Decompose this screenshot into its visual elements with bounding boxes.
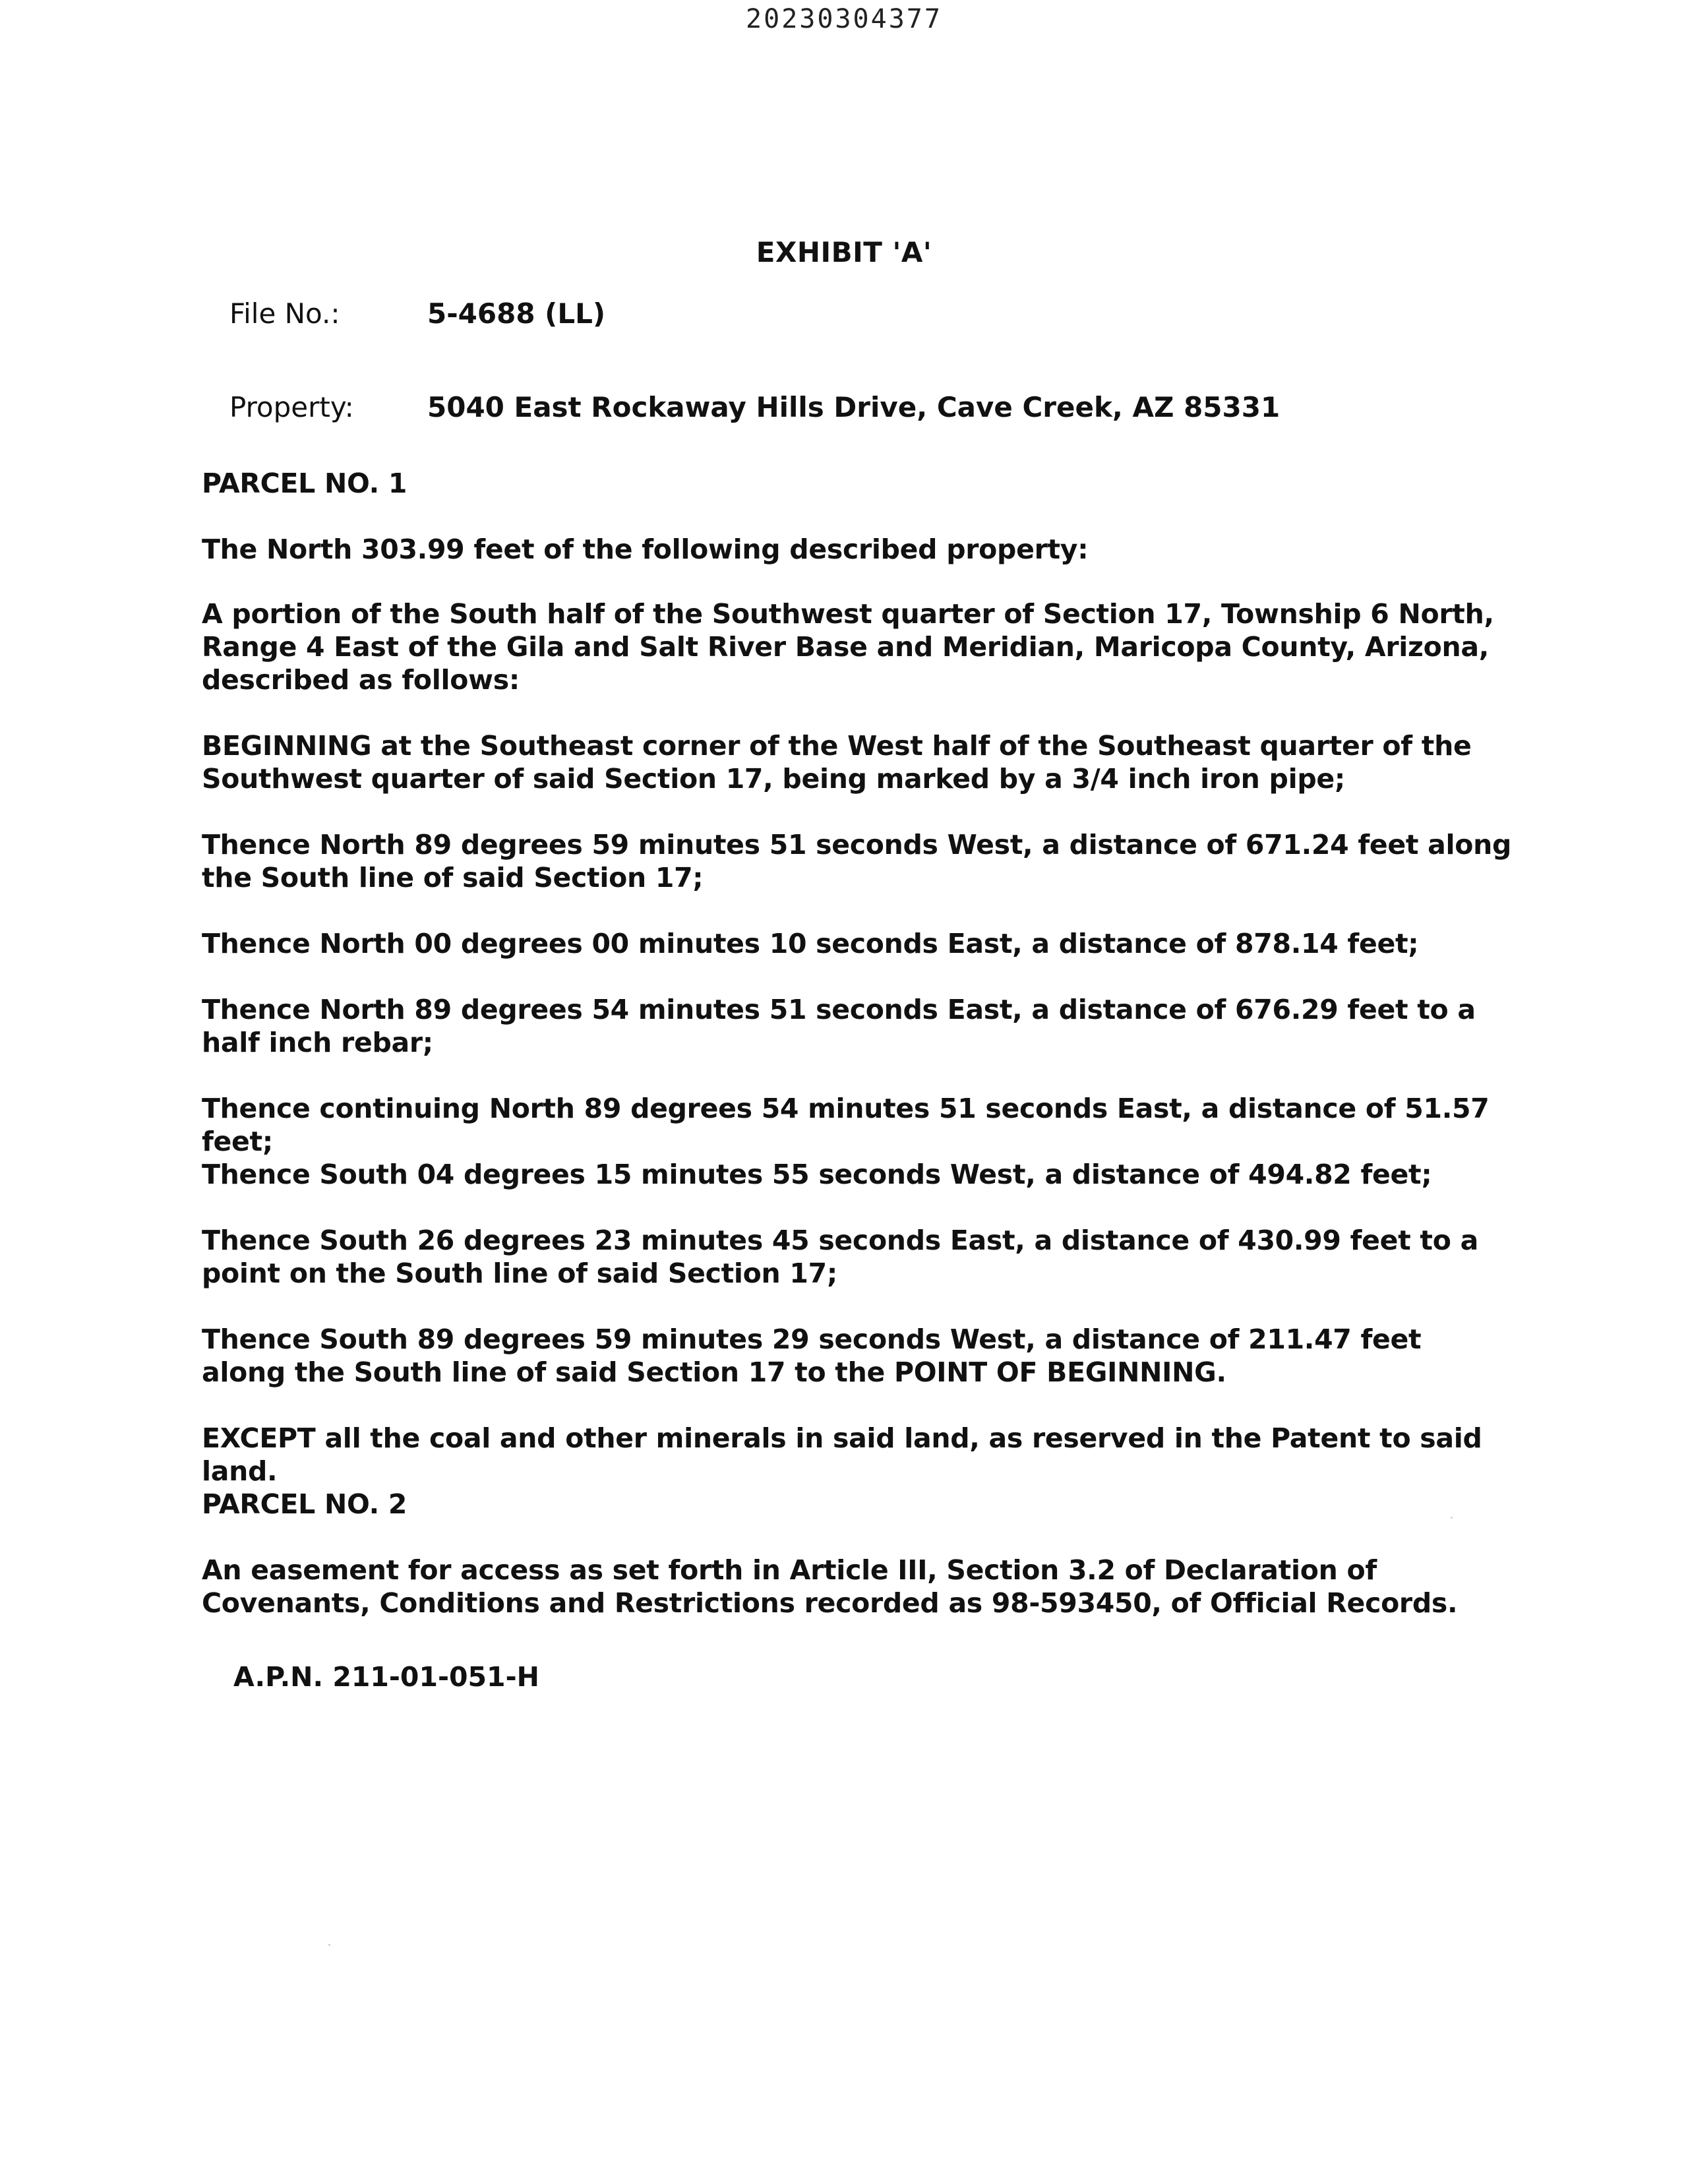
- parcel-1-paragraph: Thence South 04 degrees 15 minutes 55 seconds West, a distance of 494.82 feet;: [202, 1159, 1432, 1190]
- parcel-1-paragraph: Thence continuing North 89 degrees 54 minutes 51 seconds East, a distance of 51.57 feet;: [202, 1093, 1490, 1157]
- recording-number: 20230304377: [746, 4, 942, 34]
- parcel-1-heading: PARCEL NO. 1: [202, 468, 407, 499]
- file-number-label: File No.:: [229, 297, 340, 330]
- scan-speck: [1451, 1517, 1453, 1519]
- parcel-1-paragraph: Thence South 89 degrees 59 minutes 29 seconds West, a distance of 211.47 feet along the South line of said Section 17 to the POINT OF BEGINNING.: [202, 1323, 1422, 1388]
- exhibit-title: EXHIBIT 'A': [756, 236, 932, 268]
- property-address: 5040 East Rockaway Hills Drive, Cave Creek, AZ 85331: [427, 391, 1281, 423]
- apn-number: A.P.N. 211-01-051-H: [233, 1661, 539, 1693]
- parcel-1-paragraph: Thence South 26 degrees 23 minutes 45 seconds East, a distance of 430.99 feet to a point on the South line of said Section 17;: [202, 1225, 1478, 1289]
- parcel-1-paragraph: Thence North 00 degrees 00 minutes 10 seconds East, a distance of 878.14 feet;: [202, 928, 1419, 959]
- parcel-1-except-clause: EXCEPT all the coal and other minerals in said land, as reserved in the Patent to said land.: [202, 1422, 1482, 1487]
- parcel-1-paragraph: BEGINNING at the Southeast corner of the West half of the Southeast quarter of the Southwest quarter of said Section 17, being marked by a 3/4 inch iron pipe;: [202, 730, 1472, 795]
- file-number-value: 5-4688 (LL): [427, 297, 606, 330]
- parcel-2-heading: PARCEL NO. 2: [202, 1488, 407, 1520]
- parcel-1-paragraph: Thence North 89 degrees 54 minutes 51 seconds East, a distance of 676.29 feet to a half inch rebar;: [202, 994, 1476, 1058]
- parcel-2-paragraph: An easement for access as set forth in Article III, Section 3.2 of Declaration of Covenants, Conditions and Restrictions recorded as 98-593450, of Official Records.: [202, 1554, 1458, 1619]
- scan-speck: [328, 1944, 330, 1946]
- parcel-1-paragraph: A portion of the South half of the Southwest quarter of Section 17, Township 6 North, Range 4 East of the Gila and Salt River Base and Meridian, Maricopa County, Arizona, described as follows:: [202, 598, 1494, 696]
- parcel-1-paragraph: The North 303.99 feet of the following described property:: [202, 533, 1089, 565]
- parcel-1-paragraph: Thence North 89 degrees 59 minutes 51 seconds West, a distance of 671.24 feet along the South line of said Section 17;: [202, 829, 1512, 894]
- property-label: Property:: [229, 391, 354, 423]
